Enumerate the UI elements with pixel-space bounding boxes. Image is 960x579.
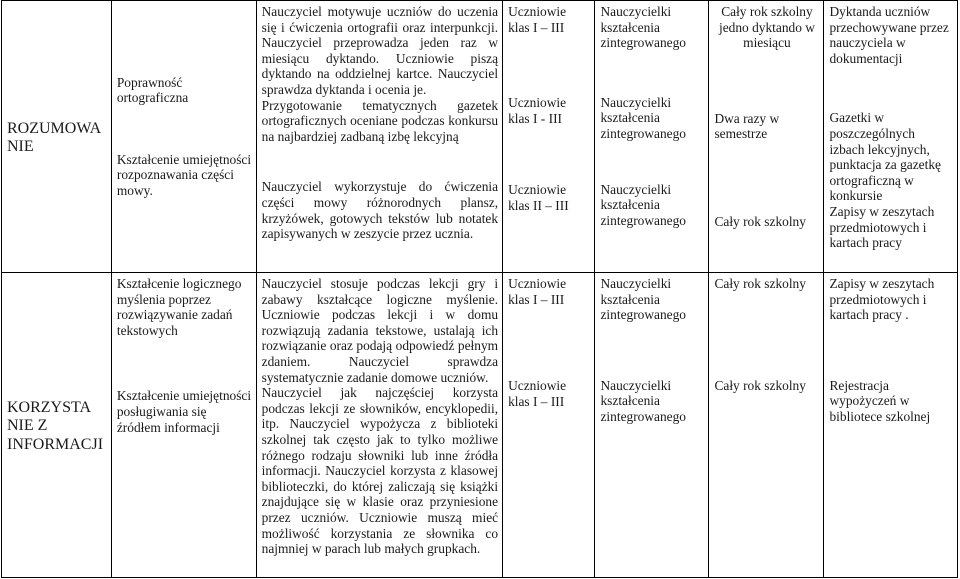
activities-cell [256,1,502,273]
goals-cell [111,273,256,578]
table-row [2,1,958,273]
activity-text: Nauczyciel motywuje uczniów do uczenia się i ćwiczenia ortografii oraz interpunkcji. Nauczyciel przeprowadza jeden raz w miesiącu dyktando. Uczniowie piszą dyktando na oddzielnej kartce. Nauczyciel sprawdza dyktanda i ocenia je. [261,4,499,97]
timing-text: Cały rok szkolny [714,213,806,229]
participants-cell [503,273,595,578]
area-label: KORZYSTA NIE Z INFORMACJI [7,398,104,453]
evidence-cell [824,273,958,578]
goal-text: Kształcenie umiejętności rozpoznawania części mowy. [116,151,252,198]
table-row [2,273,958,578]
timing-text: Cały rok szkolny [714,276,806,291]
participant-text: Uczniowie klas I – III [508,276,567,307]
goal-text: Kształcenie umiejętności posługiwania się źródłem informacji [116,388,252,435]
activity-text: Nauczyciel stosuje podczas lekcji gry i zabawy kształcące logiczne myślenie. Uczniowie podczas lekcji i w domu rozwiązują zadania tekstowe, ustalają ich rozwiązanie oraz podają odpowiedź pełnym zdaniem. Nauczyciel sprawdza systematycznie zadanie domowe uczniów. [261,276,499,385]
timing-text: Cały rok szkolny [714,377,806,393]
responsible-text: Nauczycielki kształcenia zintegrowanego [600,276,687,323]
goal-text: Poprawność ortograficzna [116,74,189,106]
evidence-text: Gazetki w poszczególnych izbach lekcyjnych, punktacja za gazetkę ortograficzną w konkursie [829,110,941,204]
responsible-text: Nauczycielki kształcenia zintegrowanego [600,4,687,51]
activity-text: Przygotowanie tematycznych gazetek ortograficznych oceniane podczas konkursu na najbardziej zadbaną izbę lekcyjną [261,97,499,144]
timing-cell [709,273,824,578]
goals-cell [111,1,256,273]
evidence-text: Dyktanda uczniów przechowywane przez nauczyciela w dokumentacji [829,4,949,66]
participant-text: Uczniowie klas I – III [508,4,567,35]
participant-text: Uczniowie klas I - III [508,95,567,126]
participant-text: Uczniowie klas I – III [508,378,567,409]
participants-cell [503,1,595,273]
responsible-text: Nauczycielki kształcenia zintegrowanego [600,377,687,424]
evidence-text: Zapisy w zeszytach przedmiotowych i kartach pracy . [829,276,935,323]
responsible-cell [595,273,709,578]
area-label: ROZUMOWA NIE [7,119,101,155]
goal-text: Kształcenie logicznego myślenia poprzez rozwiązywanie zadań tekstowych [116,276,242,338]
responsible-cell [595,1,709,273]
timing-cell [709,1,824,273]
responsible-text: Nauczycielki kształcenia zintegrowanego [600,94,687,141]
activity-text: Nauczyciel wykorzystuje do ćwiczenia części mowy różnorodnych plansz, krzyżówek, gotowych tekstów lub notatek zapisywanych w zeszycie przez ucznia. [261,179,499,242]
timing-text: Dwa razy w semestrze [714,110,780,142]
area-cell [2,1,112,273]
evidence-text: Rejestracja wypożyczeń w bibliotece szkolnej [829,377,931,424]
evidence-text: Zapisy w zeszytach przedmiotowych i kartach pracy [829,203,935,251]
timing-text: Cały rok szkolny jedno dyktando w miesiącu [718,4,815,51]
area-cell [2,273,112,578]
participant-text: Uczniowie klas II – III [508,182,569,213]
responsible-text: Nauczycielki kształcenia zintegrowanego [600,181,687,228]
evidence-cell [824,1,958,273]
evaluation-plan-table [1,0,958,578]
activities-cell [256,273,502,578]
activity-text: Nauczyciel jak najczęściej korzysta podczas lekcji ze słowników, encyklopedii, itp. Nauczyciel wypożycza z biblioteki szkolnej tak często jak to tylko możliwe różnego rodzaju słowniki lub inne źródła informacji. Nauczyciel korzysta z klasowej biblioteczki, do której zaliczają się książki znajdujące się w klasie oraz przyniesione przez uczniów. Uczniowie muszą mieć możliwość korzystania ze słownika co najmniej w parach lub małych grupkach. [261,385,499,557]
